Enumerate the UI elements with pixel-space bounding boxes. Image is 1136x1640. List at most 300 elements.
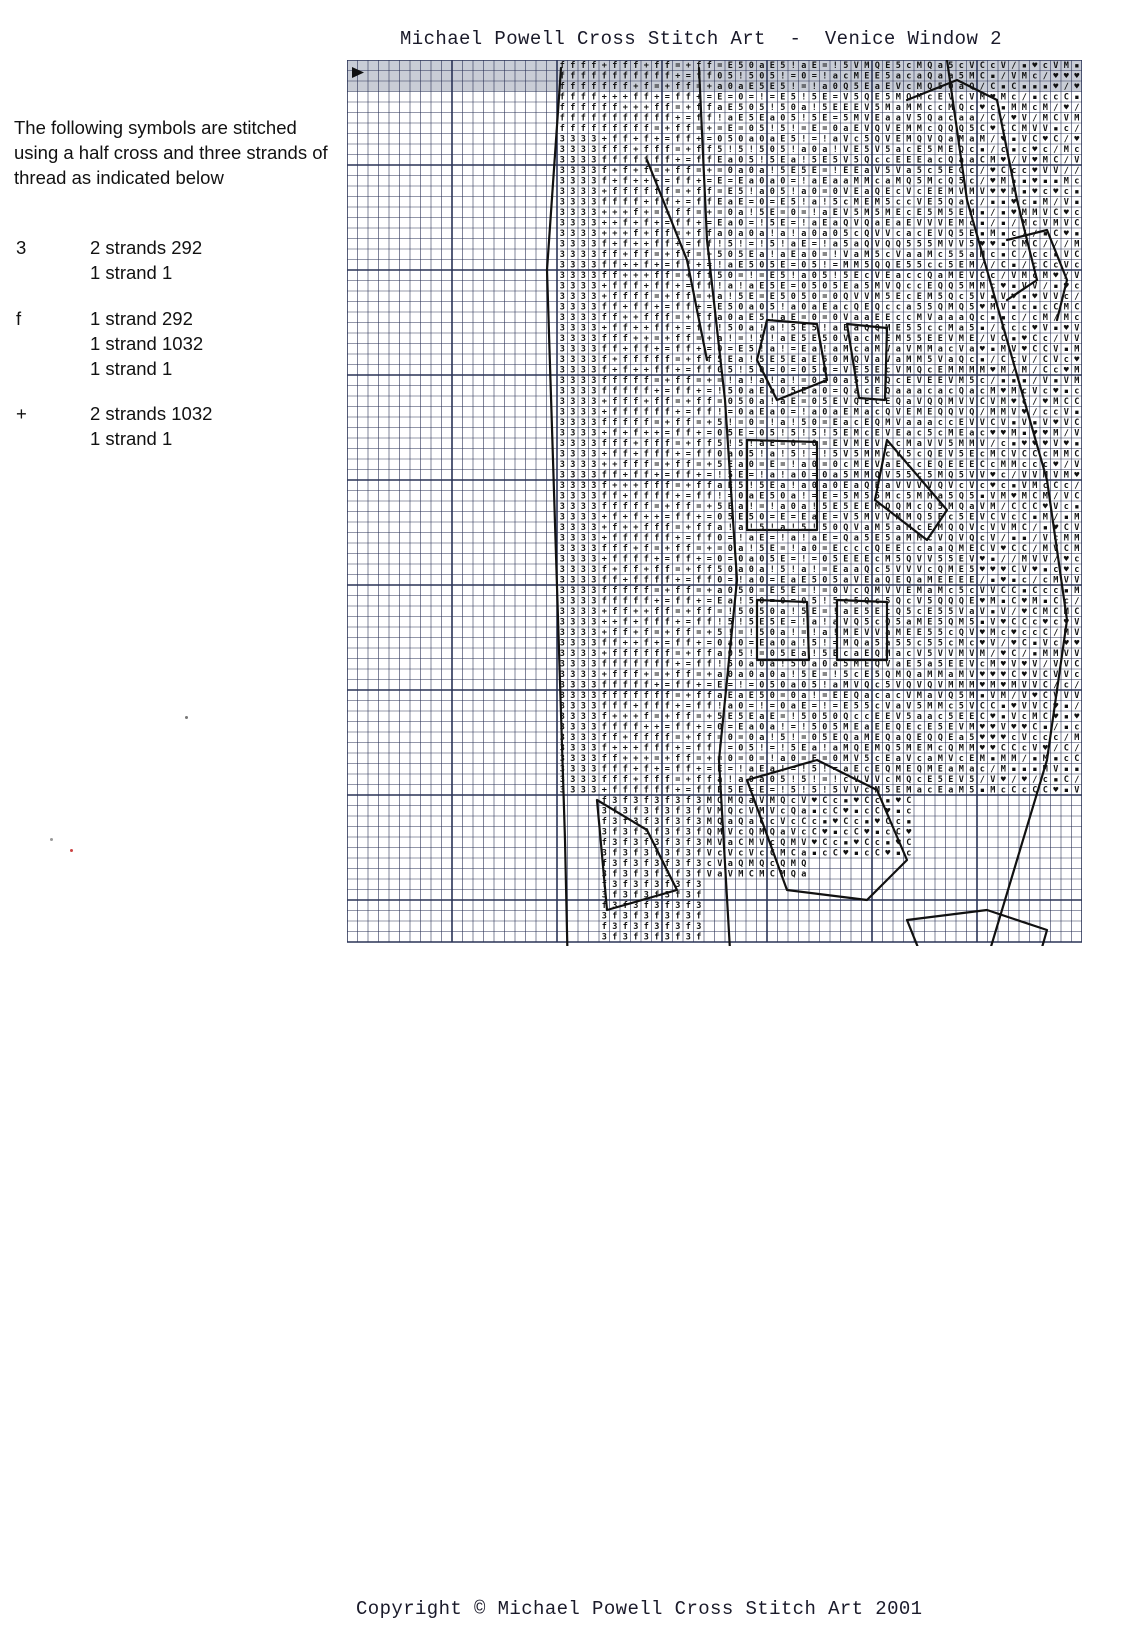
stitch-symbol: a xyxy=(885,628,891,639)
stitch-symbol: 0 xyxy=(832,313,838,324)
stitch-symbol: Q xyxy=(937,124,943,135)
stitch-symbol: V xyxy=(727,827,733,838)
stitch-symbol: 5 xyxy=(916,260,922,271)
stitch-symbol: ∕ xyxy=(1042,71,1048,82)
stitch-symbol: E xyxy=(895,785,901,796)
stitch-symbol: 5 xyxy=(927,628,933,639)
stitch-symbol: V xyxy=(906,691,912,702)
stitch-symbol: ! xyxy=(780,533,786,544)
stitch-symbol: ! xyxy=(801,554,807,565)
stitch-symbol: a xyxy=(885,691,891,702)
stitch-symbol: f xyxy=(696,229,702,240)
stitch-symbol: E xyxy=(906,586,912,597)
stitch-symbol: + xyxy=(622,743,628,754)
stitch-symbol: 5 xyxy=(885,596,891,607)
stitch-symbol: 5 xyxy=(738,481,744,492)
stitch-symbol: 5 xyxy=(727,617,733,628)
stitch-symbol: ! xyxy=(801,155,807,166)
stitch-symbol: E xyxy=(717,785,723,796)
stitch-symbol: a xyxy=(895,659,901,670)
stitch-symbol: M xyxy=(916,355,922,366)
stitch-symbol: c xyxy=(843,302,849,313)
stitch-symbol: + xyxy=(706,124,712,135)
stitch-symbol: ∕ xyxy=(1063,733,1069,744)
stitch-symbol: c xyxy=(916,523,922,534)
stitch-symbol: a xyxy=(790,533,796,544)
stitch-symbol: a xyxy=(790,470,796,481)
stitch-symbol: 3 xyxy=(591,271,597,282)
stitch-symbol: + xyxy=(612,617,618,628)
stitch-symbol: 3 xyxy=(559,229,565,240)
stitch-symbol: f xyxy=(675,334,681,345)
stitch-symbol: E xyxy=(843,691,849,702)
stitch-symbol: 5 xyxy=(738,712,744,723)
stitch-symbol: a xyxy=(937,313,943,324)
stitch-symbol: ! xyxy=(727,775,733,786)
stitch-symbol: Q xyxy=(937,302,943,313)
stitch-symbol: a xyxy=(927,586,933,597)
stitch-symbol: 5 xyxy=(885,145,891,156)
stitch-symbol: f xyxy=(643,817,649,828)
stitch-symbol: = xyxy=(832,533,838,544)
stitch-symbol: f xyxy=(654,691,660,702)
stitch-symbol: c xyxy=(1021,628,1027,639)
stitch-symbol: f xyxy=(601,586,607,597)
stitch-symbol: M xyxy=(990,302,996,313)
stitch-symbol: + xyxy=(696,680,702,691)
stitch-symbol: V xyxy=(1074,271,1080,282)
stitch-symbol: E xyxy=(769,292,775,303)
stitch-symbol: E xyxy=(969,334,975,345)
stitch-symbol: ! xyxy=(738,764,744,775)
stitch-symbol: ▪ xyxy=(1032,649,1038,660)
stitch-symbol: + xyxy=(622,470,628,481)
stitch-symbol: E xyxy=(727,124,733,135)
stitch-symbol: c xyxy=(927,124,933,135)
stitch-symbol: 5 xyxy=(738,649,744,660)
stitch-symbol: = xyxy=(822,292,828,303)
stitch-symbol: = xyxy=(822,607,828,618)
stitch-symbol: ▪ xyxy=(990,575,996,586)
stitch-symbol: 3 xyxy=(591,365,597,376)
stitch-symbol: f xyxy=(675,418,681,429)
stitch-symbol: ▪ xyxy=(885,796,891,807)
stitch-symbol: 3 xyxy=(580,386,586,397)
stitch-symbol: c xyxy=(885,302,891,313)
stitch-symbol: c xyxy=(832,796,838,807)
stitch-symbol: = xyxy=(738,334,744,345)
stitch-symbol: V xyxy=(1053,470,1059,481)
stitch-symbol: V xyxy=(1074,628,1080,639)
stitch-symbol: 5 xyxy=(769,281,775,292)
stitch-symbol: V xyxy=(1032,386,1038,397)
stitch-symbol: 5 xyxy=(738,145,744,156)
stitch-symbol: a xyxy=(906,302,912,313)
stitch-symbol: V xyxy=(874,271,880,282)
stitch-symbol: c xyxy=(906,82,912,93)
stitch-symbol: f xyxy=(696,187,702,198)
stitch-symbol: c xyxy=(969,103,975,114)
stitch-symbol: f xyxy=(601,638,607,649)
stitch-symbol: a xyxy=(937,61,943,72)
stitch-symbol: Q xyxy=(958,502,964,513)
stitch-symbol: ! xyxy=(748,355,754,366)
stitch-symbol: 3 xyxy=(570,733,576,744)
stitch-symbol: f xyxy=(643,166,649,177)
stitch-symbol: V xyxy=(706,848,712,859)
stitch-symbol: ♥ xyxy=(1000,680,1006,691)
stitch-symbol: C xyxy=(864,796,870,807)
stitch-symbol: 0 xyxy=(748,565,754,576)
stitch-symbol: 3 xyxy=(654,796,660,807)
stitch-symbol: V xyxy=(895,407,901,418)
stitch-symbol: M xyxy=(864,208,870,219)
stitch-symbol: M xyxy=(895,512,901,523)
stitch-symbol: C xyxy=(1042,670,1048,681)
stitch-symbol: a xyxy=(801,869,807,880)
stitch-symbol: 5 xyxy=(864,533,870,544)
stitch-symbol: a xyxy=(717,775,723,786)
stitch-symbol: ∕ xyxy=(1063,82,1069,93)
stitch-symbol: Q xyxy=(780,838,786,849)
stitch-symbol: ♥ xyxy=(1021,775,1027,786)
stitch-symbol: f xyxy=(685,386,691,397)
stitch-symbol: ! xyxy=(748,334,754,345)
stitch-symbol: = xyxy=(696,418,702,429)
stitch-symbol: ! xyxy=(738,533,744,544)
stitch-symbol: 5 xyxy=(780,103,786,114)
stitch-symbol: 5 xyxy=(853,512,859,523)
stitch-symbol: ▪ xyxy=(1074,229,1080,240)
stitch-symbol: 5 xyxy=(759,208,765,219)
stitch-symbol: a xyxy=(811,743,817,754)
stitch-symbol: f xyxy=(664,523,670,534)
stitch-symbol: f xyxy=(622,901,628,912)
stitch-symbol: C xyxy=(748,869,754,880)
stitch-symbol: f xyxy=(643,470,649,481)
stitch-symbol: c xyxy=(937,250,943,261)
stitch-symbol: V xyxy=(885,124,891,135)
stitch-symbol: + xyxy=(664,670,670,681)
stitch-symbol: 5 xyxy=(937,722,943,733)
stitch-symbol: ▪ xyxy=(853,848,859,859)
stitch-symbol: Q xyxy=(895,239,901,250)
stitch-symbol: 3 xyxy=(591,145,597,156)
stitch-symbol: V xyxy=(906,113,912,124)
stitch-symbol: C xyxy=(979,61,985,72)
stitch-symbol: 0 xyxy=(822,470,828,481)
stitch-symbol: = xyxy=(717,166,723,177)
stitch-symbol: C xyxy=(1011,586,1017,597)
stitch-symbol: 3 xyxy=(643,932,649,943)
stitch-symbol: V xyxy=(1000,607,1006,618)
stitch-symbol: 3 xyxy=(580,617,586,628)
stitch-symbol: 5 xyxy=(759,82,765,93)
stitch-symbol: Q xyxy=(916,512,922,523)
stitch-symbol: = xyxy=(832,92,838,103)
scan-speck xyxy=(70,849,73,852)
stitch-symbol: 3 xyxy=(559,502,565,513)
stitch-symbol: f xyxy=(675,292,681,303)
stitch-symbol: ! xyxy=(832,61,838,72)
stitch-symbol: V xyxy=(885,229,891,240)
stitch-symbol: = xyxy=(664,218,670,229)
stitch-symbol: f xyxy=(685,586,691,597)
stitch-symbol: ∕ xyxy=(1074,775,1080,786)
stitch-symbol: f xyxy=(696,848,702,859)
stitch-symbol: ! xyxy=(822,617,828,628)
stitch-symbol: f xyxy=(570,61,576,72)
stitch-symbol: c xyxy=(1074,722,1080,733)
stitch-symbol: f xyxy=(664,785,670,796)
stitch-symbol: M xyxy=(1000,764,1006,775)
stitch-symbol: f xyxy=(612,596,618,607)
stitch-symbol: 5 xyxy=(895,617,901,628)
stitch-symbol: + xyxy=(643,607,649,618)
stitch-symbol: a xyxy=(801,145,807,156)
stitch-symbol: ! xyxy=(822,785,828,796)
stitch-symbol: Q xyxy=(801,859,807,870)
stitch-symbol: f xyxy=(559,92,565,103)
stitch-symbol: E xyxy=(853,166,859,177)
stitch-symbol: C xyxy=(906,838,912,849)
stitch-symbol: 0 xyxy=(832,187,838,198)
stitch-symbol: 5 xyxy=(790,449,796,460)
stitch-symbol: E xyxy=(727,460,733,471)
stitch-symbol: C xyxy=(1000,260,1006,271)
stitch-symbol: + xyxy=(685,271,691,282)
stitch-symbol: Q xyxy=(948,407,954,418)
stitch-symbol: f xyxy=(643,355,649,366)
stitch-symbol: c xyxy=(1021,712,1027,723)
stitch-symbol: 5 xyxy=(738,103,744,114)
stitch-symbol: V xyxy=(843,334,849,345)
stitch-symbol: 3 xyxy=(570,292,576,303)
stitch-symbol: ∕ xyxy=(990,208,996,219)
stitch-symbol: + xyxy=(612,743,618,754)
stitch-symbol: ♥ xyxy=(1032,428,1038,439)
stitch-symbol: Q xyxy=(853,355,859,366)
stitch-symbol: 3 xyxy=(696,817,702,828)
stitch-symbol: + xyxy=(675,365,681,376)
stitch-symbol: ♥ xyxy=(811,838,817,849)
stitch-symbol: E xyxy=(790,586,796,597)
stitch-symbol: f xyxy=(622,71,628,82)
stitch-symbol: 5 xyxy=(969,565,975,576)
stitch-symbol: M xyxy=(895,764,901,775)
stitch-symbol: M xyxy=(948,187,954,198)
stitch-symbol: 5 xyxy=(885,292,891,303)
stitch-symbol: ▪ xyxy=(832,827,838,838)
stitch-symbol: 5 xyxy=(822,712,828,723)
stitch-symbol: M xyxy=(990,785,996,796)
stitch-symbol: f xyxy=(654,659,660,670)
stitch-symbol: C xyxy=(1021,523,1027,534)
stitch-symbol: a xyxy=(801,103,807,114)
stitch-symbol: + xyxy=(675,575,681,586)
stitch-symbol: Q xyxy=(738,859,744,870)
stitch-symbol: 5 xyxy=(916,659,922,670)
stitch-symbol: f xyxy=(643,628,649,639)
stitch-symbol: = xyxy=(675,61,681,72)
stitch-symbol: 3 xyxy=(580,197,586,208)
stitch-symbol: M xyxy=(969,208,975,219)
stitch-symbol: f xyxy=(696,659,702,670)
stitch-symbol: + xyxy=(601,512,607,523)
stitch-symbol: c xyxy=(1074,565,1080,576)
stitch-symbol: ∕ xyxy=(979,166,985,177)
stitch-symbol: a xyxy=(853,250,859,261)
stitch-symbol: = xyxy=(727,491,733,502)
stitch-symbol: E xyxy=(832,502,838,513)
stitch-symbol: M xyxy=(1042,113,1048,124)
stitch-symbol: M xyxy=(895,670,901,681)
stitch-symbol: a xyxy=(822,628,828,639)
stitch-symbol: C xyxy=(811,827,817,838)
stitch-symbol: C xyxy=(979,397,985,408)
stitch-symbol: M xyxy=(1032,596,1038,607)
stitch-symbol: 0 xyxy=(727,565,733,576)
stitch-symbol: E xyxy=(864,670,870,681)
stitch-symbol: c xyxy=(853,418,859,429)
stitch-symbol: a xyxy=(759,61,765,72)
stitch-symbol: 3 xyxy=(591,586,597,597)
stitch-symbol: 0 xyxy=(811,418,817,429)
stitch-symbol: 3 xyxy=(591,607,597,618)
stitch-symbol: a xyxy=(748,554,754,565)
stitch-symbol: Q xyxy=(937,481,943,492)
stitch-symbol: E xyxy=(906,407,912,418)
stitch-symbol: E xyxy=(958,418,964,429)
stitch-symbol: M xyxy=(927,764,933,775)
stitch-symbol: 3 xyxy=(580,470,586,481)
stitch-symbol: f xyxy=(601,260,607,271)
stitch-symbol: f xyxy=(601,659,607,670)
stitch-symbol: 5 xyxy=(864,607,870,618)
stitch-symbol: f xyxy=(675,208,681,219)
stitch-symbol: f xyxy=(633,407,639,418)
stitch-symbol: 3 xyxy=(570,533,576,544)
stitch-symbol: 3 xyxy=(559,575,565,586)
stitch-symbol: ! xyxy=(790,712,796,723)
stitch-symbol: 0 xyxy=(811,460,817,471)
stitch-symbol: + xyxy=(685,523,691,534)
stitch-symbol: f xyxy=(664,187,670,198)
stitch-symbol: c xyxy=(738,848,744,859)
stitch-symbol: M xyxy=(1053,649,1059,660)
stitch-symbol: ! xyxy=(717,701,723,712)
stitch-symbol: M xyxy=(864,250,870,261)
stitch-symbol: a xyxy=(895,344,901,355)
stitch-symbol: Q xyxy=(948,743,954,754)
stitch-symbol: Q xyxy=(717,817,723,828)
stitch-symbol: Q xyxy=(748,827,754,838)
stitch-symbol: c xyxy=(853,134,859,145)
stitch-symbol: 5 xyxy=(843,61,849,72)
stitch-symbol: f xyxy=(706,659,712,670)
stitch-symbol: a xyxy=(937,271,943,282)
stitch-symbol: C xyxy=(979,71,985,82)
stitch-symbol: V xyxy=(969,271,975,282)
stitch-symbol: 3 xyxy=(580,176,586,187)
stitch-symbol: V xyxy=(885,470,891,481)
stitch-symbol: 3 xyxy=(591,197,597,208)
stitch-symbol: + xyxy=(601,292,607,303)
stitch-symbol: f xyxy=(685,176,691,187)
stitch-symbol: = xyxy=(790,260,796,271)
stitch-symbol: f xyxy=(601,796,607,807)
stitch-symbol: ♥ xyxy=(1063,439,1069,450)
stitch-symbol: C xyxy=(1032,607,1038,618)
stitch-symbol: a xyxy=(769,470,775,481)
stitch-symbol: 3 xyxy=(570,250,576,261)
stitch-symbol: V xyxy=(979,187,985,198)
stitch-symbol: 3 xyxy=(559,680,565,691)
stitch-symbol: ♥ xyxy=(1000,659,1006,670)
stitch-symbol: 3 xyxy=(601,932,607,943)
stitch-symbol: a xyxy=(759,376,765,387)
stitch-symbol: 3 xyxy=(664,848,670,859)
stitch-symbol: ▪ xyxy=(853,806,859,817)
stitch-symbol: 5 xyxy=(927,638,933,649)
stitch-symbol: E xyxy=(864,460,870,471)
stitch-symbol: E xyxy=(738,512,744,523)
stitch-symbol: f xyxy=(675,638,681,649)
stitch-symbol: 3 xyxy=(580,628,586,639)
stitch-symbol: ▪ xyxy=(1032,512,1038,523)
stitch-symbol: + xyxy=(675,407,681,418)
stitch-symbol: a xyxy=(811,617,817,628)
stitch-symbol: a xyxy=(780,418,786,429)
stitch-symbol: + xyxy=(601,187,607,198)
stitch-symbol: V xyxy=(1011,344,1017,355)
stitch-symbol: ! xyxy=(811,103,817,114)
stitch-symbol: ! xyxy=(780,743,786,754)
stitch-symbol: = xyxy=(811,134,817,145)
stitch-symbol: 3 xyxy=(559,197,565,208)
stitch-symbol: ♥ xyxy=(1063,565,1069,576)
stitch-symbol: a xyxy=(801,649,807,660)
stitch-symbol: M xyxy=(885,491,891,502)
stitch-symbol: ▪ xyxy=(1053,281,1059,292)
stitch-symbol: E xyxy=(864,743,870,754)
stitch-symbol: ∕ xyxy=(1032,533,1038,544)
stitch-symbol: ♥ xyxy=(990,712,996,723)
stitch-symbol: 5 xyxy=(906,449,912,460)
stitch-symbol: M xyxy=(958,134,964,145)
stitch-symbol: ∕ xyxy=(1011,61,1017,72)
stitch-symbol: f xyxy=(664,701,670,712)
stitch-symbol: ! xyxy=(748,523,754,534)
stitch-symbol: c xyxy=(1032,260,1038,271)
stitch-symbol: f xyxy=(643,418,649,429)
stitch-symbol: c xyxy=(1063,596,1069,607)
stitch-symbol: = xyxy=(822,775,828,786)
stitch-symbol: ! xyxy=(780,785,786,796)
stitch-symbol: E xyxy=(738,428,744,439)
stitch-symbol: Q xyxy=(958,355,964,366)
stitch-symbol: 3 xyxy=(559,628,565,639)
stitch-symbol: ∕ xyxy=(1053,512,1059,523)
stitch-symbol: f xyxy=(685,428,691,439)
stitch-symbol: 0 xyxy=(727,250,733,261)
stitch-symbol: M xyxy=(958,638,964,649)
stitch-symbol: = xyxy=(822,418,828,429)
stitch-symbol: f xyxy=(622,764,628,775)
stitch-symbol: f xyxy=(601,764,607,775)
stitch-symbol: C xyxy=(853,827,859,838)
stitch-symbol: 5 xyxy=(927,649,933,660)
